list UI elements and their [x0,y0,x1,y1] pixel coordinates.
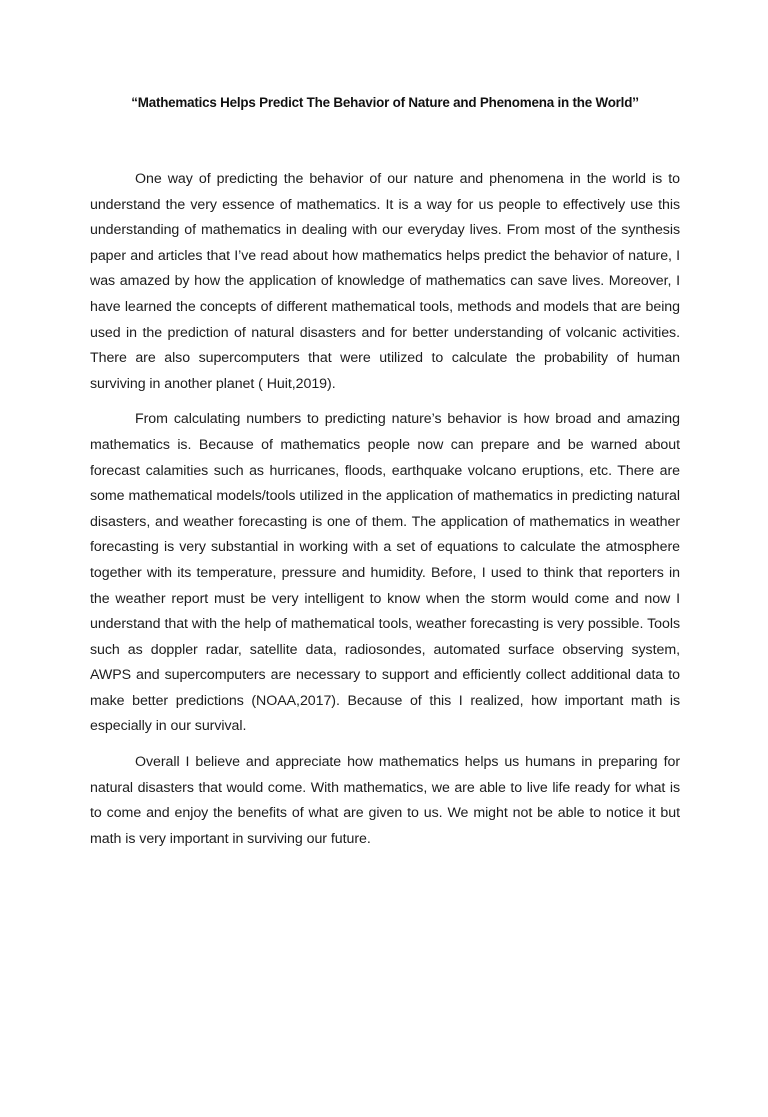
document-body [90,167,680,852]
paragraph-2: From calculating numbers to predicting nature’s behavior is how broad and amazing mathematics is. Because of mathematics people now can prepare and be warned about forecast calamities such as hurricanes, floods, earthquake volcano eruptions, etc. There are some mathematical models/tools utilized in the application of mathematics in predicting natural disasters, and weather forecasting is one of them. The application of mathematics in weather forecasting is very substantial in working with a set of equations to calculate the atmosphere together with its temperature, pressure and humidity. Before, I used to think that reporters in the weather report must be very intelligent to know when the storm would come and now I understand that with the help of mathematical tools, weather forecasting is very possible. Tools such as doppler radar, satellite data, radiosondes, automated surface observing system, AWPS and supercomputers are necessary to support and efficiently collect additional data to make better predictions (NOAA,2017). Because of this I realized, how important math is especially in our survival. [90,411,680,735]
paragraph-1: One way of predicting the behavior of our nature and phenomena in the world is to understand the very essence of mathematics. It is a way for us people to effectively use this understanding of mathematics in dealing with our everyday lives. From most of the synthesis paper and articles that I’ve read about how mathematics helps predict the behavior of nature, I was amazed by how the application of knowledge of mathematics can save lives. Moreover, I have learned the concepts of different mathematical tools, methods and models that are being used in the prediction of natural disasters and for better understanding of volcanic activities. There are also supercomputers that were utilized to calculate the probability of human surviving in another planet ( Huit,2019). [90,171,680,392]
document-title: “Mathematics Helps Predict The Behavior of Nature and Phenomena in the World’’ [131,95,639,110]
paragraph-3: Overall I believe and appreciate how mathematics helps us humans in preparing for natural disasters that would come. With mathematics, we are able to live life ready for what is to come and enjoy the benefits of what are given to us. We might not be able to notice it but math is very important in surviving our future. [90,754,680,847]
document-page [0,93,768,1117]
